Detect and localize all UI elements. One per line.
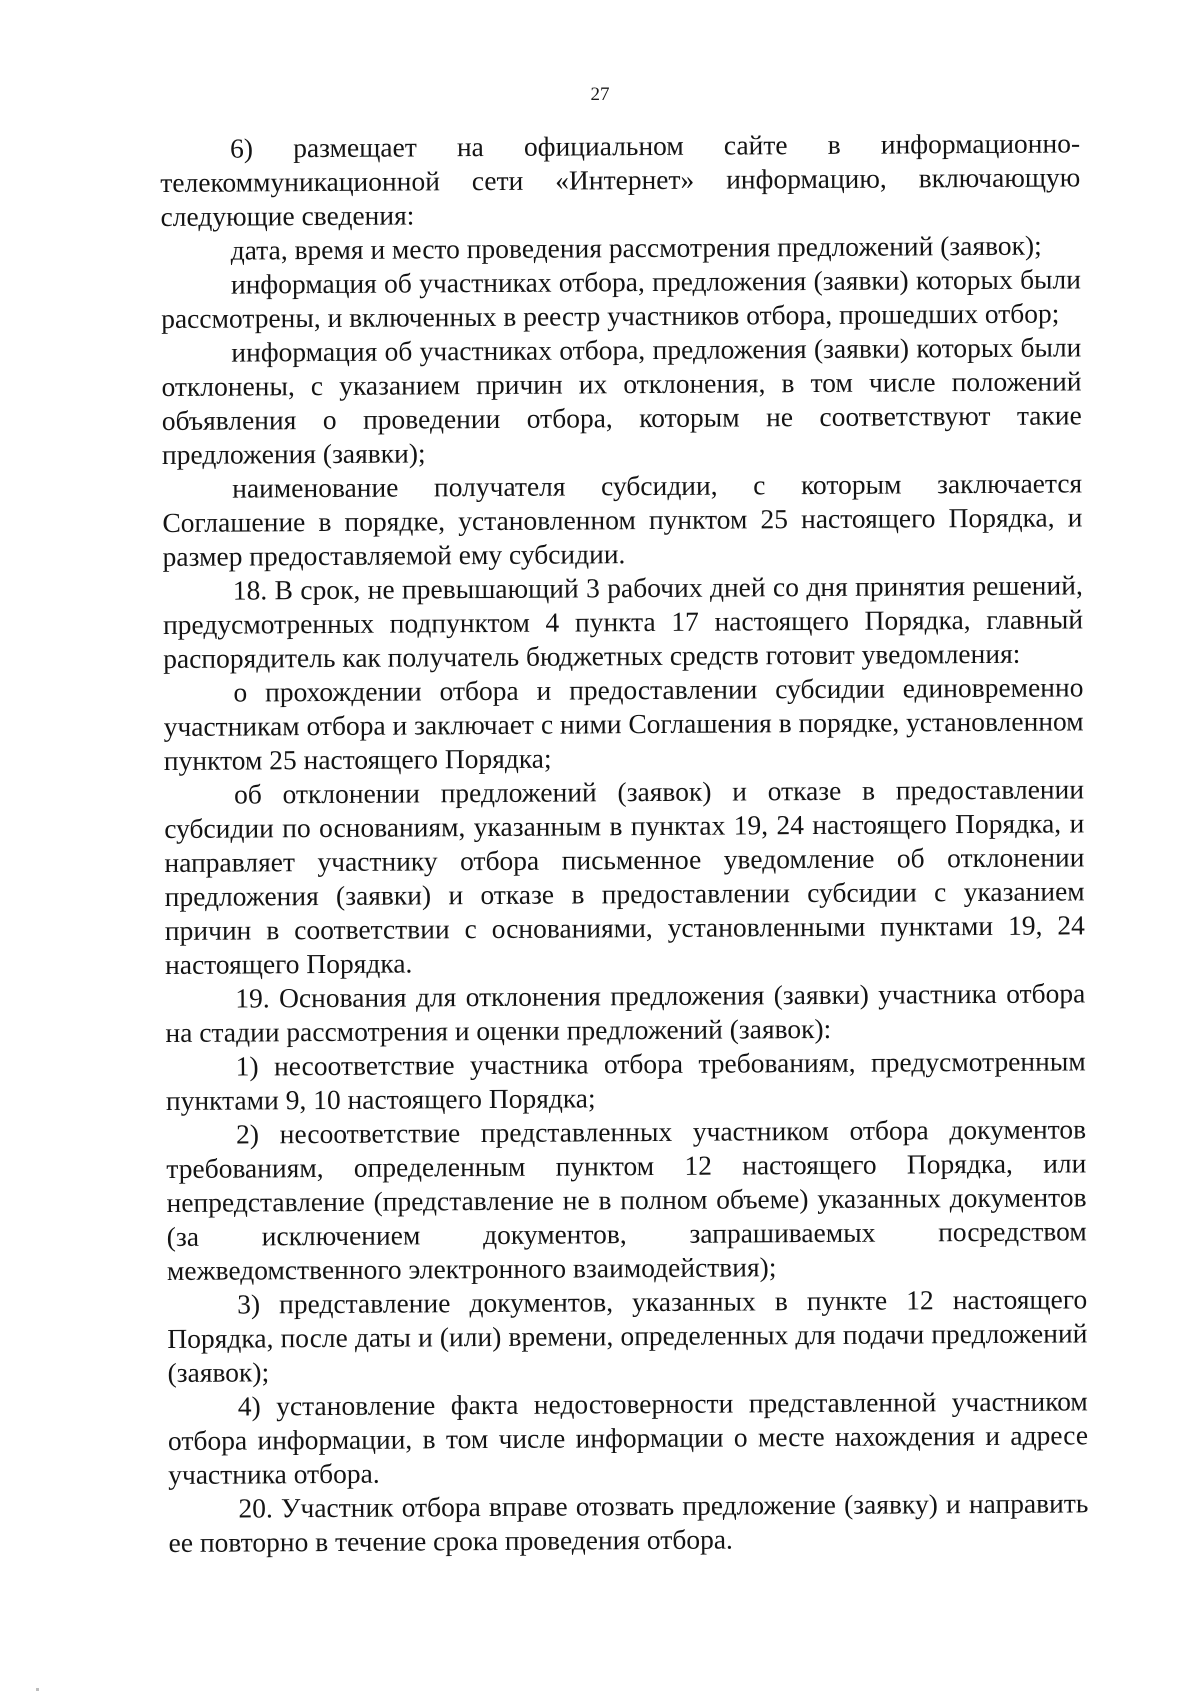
- paragraph: 3) представление документов, указанных в пункте 12 настоящего Порядка, после даты и (или) времени, определенных для подачи предложений (заявок);: [167, 1283, 1088, 1388]
- scan-speck: [36, 1688, 39, 1691]
- page-number: 27: [590, 84, 610, 105]
- paragraph: 18. В срок, не превышающий 3 рабочих дней со дня принятия решений, предусмотренных подпунктом 4 пункта 17 настоящего Порядка, главный распорядитель как получатель бюджетных средств готовит уведомления:: [162, 569, 1084, 674]
- paragraph: 2) несоответствие представленных участником отбора документов требованиям, определенным пунктом 12 настоящего Порядка, или непредставление (представление не в полном объеме) указанных документов (за исключением документов, запрашиваемых посредством межведомственного электронного взаимодействия);: [166, 1113, 1087, 1286]
- paragraph: 20. Участник отбора вправе отозвать предложение (заявку) и направить ее повторно в течение срока проведения отбора.: [168, 1487, 1089, 1558]
- paragraph: наименование получателя субсидии, с которым заключается Соглашение в порядке, установленном пунктом 25 настоящего Порядка, и размер предоставляемой ему субсидии.: [162, 467, 1083, 572]
- paragraph: информация об участниках отбора, предложения (заявки) которых были рассмотрены, и включенных в реестр участников отбора, прошедших отбор;: [161, 263, 1082, 334]
- paragraph: дата, время и место проведения рассмотрения предложений (заявок);: [230, 229, 1042, 266]
- document-body: [160, 126, 1089, 1560]
- paragraph: 19. Основания для отклонения предложения (заявки) участника отбора на стадии рассмотрения и оценки предложений (заявок):: [165, 977, 1086, 1048]
- paragraph: 4) установление факта недостоверности представленной участником отбора информации, в том числе информации о месте нахождения и адресе участника отбора.: [167, 1385, 1089, 1490]
- paragraph: информация об участниках отбора, предложения (заявки) которых были отклонены, с указанием причин их отклонения, в том числе положений объявления о проведении отбора, которым не соответствуют такие предложения (заявки);: [161, 331, 1082, 470]
- paragraph: 6) размещает на официальном сайте в информационно-телекоммуникационной сети «Интернет» информацию, включающую следующие сведения:: [160, 127, 1081, 232]
- paragraph: 1) несоответствие участника отбора требованиям, предусмотренным пунктами 9, 10 настоящего Порядка;: [165, 1045, 1086, 1116]
- paragraph: об отклонении предложений (заявок) и отказе в предоставлении субсидии по основаниям, указанным в пунктах 19, 24 настоящего Порядка, и направляет участнику отбора письменное уведомление об отклонении предложения (заявки) и отказе в предоставлении субсидии с указанием причин в соответствии с основаниями, установленными пунктами 19, 24 настоящего Порядка.: [164, 773, 1085, 980]
- paragraph: о прохождении отбора и предоставлении субсидии единовременно участникам отбора и заключает с ними Соглашения в порядке, установленном пунктом 25 настоящего Порядка;: [163, 671, 1084, 776]
